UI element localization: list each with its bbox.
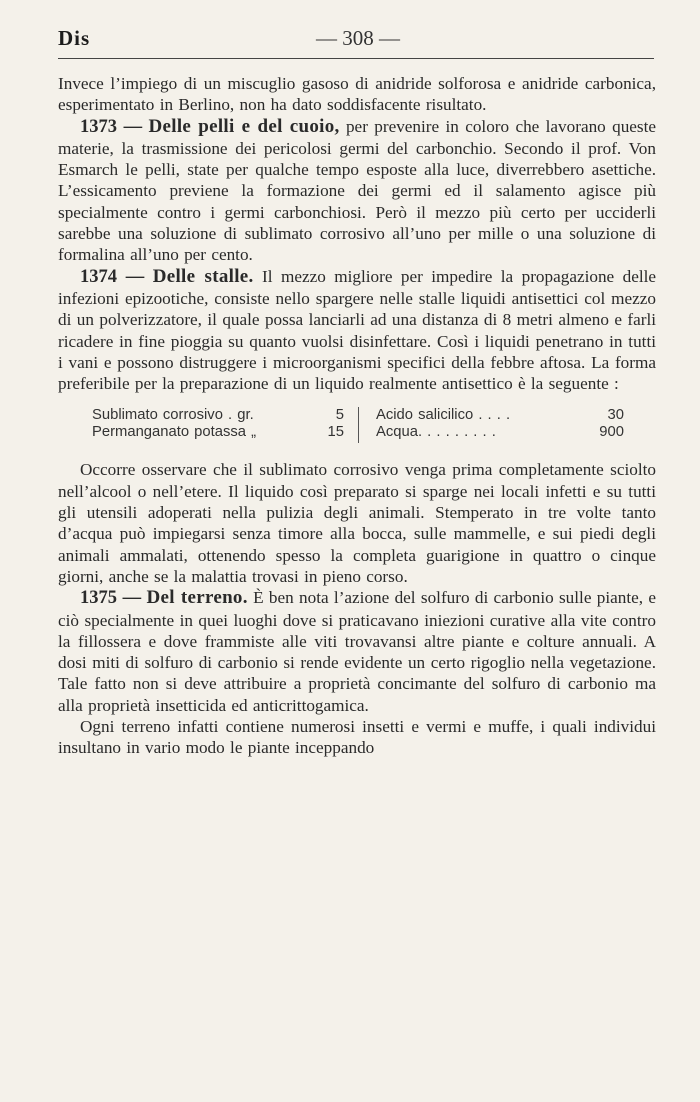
formula-row <box>376 407 624 424</box>
section-1375 <box>58 587 656 716</box>
last-paragraph: Ogni terreno infatti contiene numerosi insetti e vermi e muffe, i quali individui insultano in vario modo le piante inceppando <box>58 717 656 758</box>
ingredient-amount: 15 <box>327 424 344 441</box>
formula-row <box>376 424 624 441</box>
ingredient-label: Acido salicilico . . . . <box>376 407 511 424</box>
section-1373 <box>58 116 656 266</box>
ingredient-amount: 5 <box>335 407 344 424</box>
formula-divider <box>358 407 359 443</box>
page-number: — 308 — <box>316 26 400 50</box>
ingredient-amount: 30 <box>607 407 624 424</box>
ingredient-label: Acqua. . . . . . . . . <box>376 424 496 441</box>
header-rule <box>58 58 654 59</box>
section-text: per prevenire in coloro che lavorano queste materie, la trasmissione dei pericolosi germi del carbonchio. Secondo il prof. Von Esmarch le pelli, state per qualche tempo esposte alla luce, diverrebbero asettiche. L’essicamento previene la formazione dei germi ed il salamento agisce più specialmente contro i germi carbonchiosi. Però il mezzo più certo per ucciderli sarebbe una soluzione di sublimato corrosivo all’uno per mille o una soluzione di formalina all’uno per cento. <box>58 116 657 265</box>
recipe-formula <box>58 403 656 449</box>
running-head: Dis <box>58 26 91 50</box>
intro-paragraph: Invece l’impiego di un miscuglio gasoso di anidride solforosa e anidride carbonica, esperimentato in Berlino, non ha dato soddisfacente risultato. <box>58 74 656 115</box>
section-text: È ben nota l’azione del solfuro di carbonio sulle piante, e ciò specialmente in quei luoghi dove si praticavano iniezioni curative alla vite contro la fillossera e dove frammiste alle viti trovavansi altre piante e colture annuali. A dosi miti di solfuro di carbonio si rende evidente un certo rigoglio nella vegetazione. Tale fatto non si deve attribuire a proprietà concimante del solfuro di carbonio ma alla proprietà insetticida ed anticrittogamica. <box>58 588 656 715</box>
ingredient-amount: 900 <box>599 424 624 441</box>
ingredient-label: Permanganato potassa „ <box>92 424 257 441</box>
formula-row <box>92 407 344 424</box>
section-1374 <box>58 266 656 395</box>
formula-row <box>92 424 344 441</box>
section-number: 1375 — <box>80 588 142 609</box>
page-header <box>58 22 654 62</box>
section-title: Delle stalle. <box>152 265 254 287</box>
section-number: 1374 — <box>80 266 145 287</box>
formula-right-column <box>376 407 624 441</box>
formula-left-column <box>92 407 344 441</box>
page-body <box>58 73 656 759</box>
section-number: 1373 — <box>80 116 143 137</box>
after-formula-paragraph: Occorre osservare che il sublimato corrosivo venga prima completamente sciolto nell’alcool o nell’etere. Il liquido così preparato si sparge nei locali infetti e su tutti gli utensili adoperati nella pulizia degli animali. Stemperato in tre volte tanto d’acqua può impiegarsi senza timore alla bocca, sulle mammelle, e sui piedi degli animali ammalati, ottenendo spesso la completa guarigione in quattro o cinque giorni, anche se la malattia trovasi in pieno corso. <box>58 460 656 586</box>
section-text: Il mezzo migliore per impedire la propagazione delle infezioni epizootiche, consiste nello spargere nelle stalle liquidi antisettici col mezzo di un polverizzatore, il quale possa lanciarli ad una distanza di 8 metri almeno e farli ricadere in fine pioggia su quanto vuolsi disinfettare. Così i liquidi penetrano in tutti i vani e possono distruggere i microorganismi specifici della febbre aftosa. La forma preferibile per la preparazione di un liquido realmente antisettico è la seguente : <box>58 266 657 394</box>
ingredient-label: Sublimato corrosivo . gr. <box>92 407 254 424</box>
section-title: Del terreno. <box>146 587 248 609</box>
section-title: Delle pelli e del cuoio, <box>148 115 340 137</box>
